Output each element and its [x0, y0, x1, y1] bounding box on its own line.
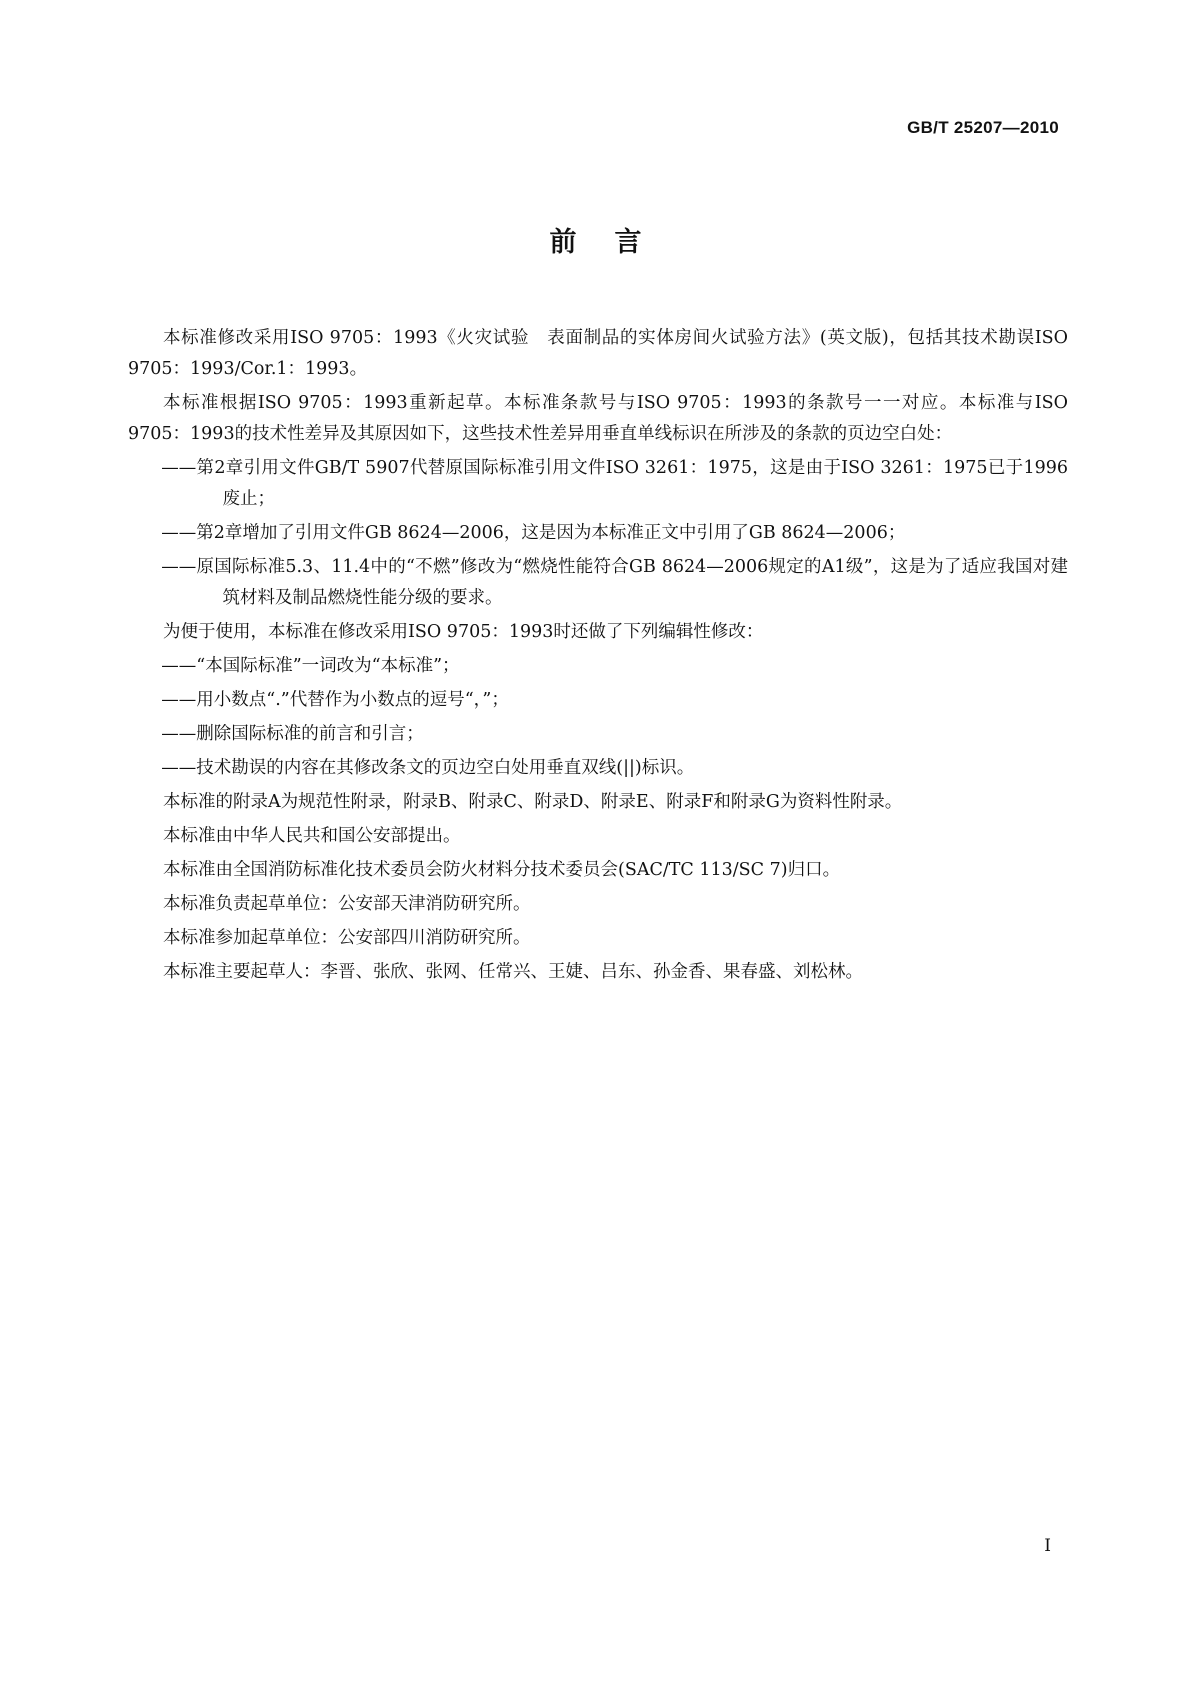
- paragraph-drafters: 本标准主要起草人：李晋、张欣、张网、任常兴、王婕、吕东、孙金香、果春盛、刘松林。: [163, 962, 863, 982]
- list-item-difference: ——第2章引用文件GB/T 5907代替原国际标准引用文件ISO 3261：1975，这是由于ISO 3261：1975已于1996废止；: [161, 458, 1068, 509]
- list-item-editorial: ——删除国际标准的前言和引言；: [161, 724, 424, 744]
- standard-number: GB/T 25207—2010: [907, 118, 1059, 137]
- list-item-editorial: ——用小数点“.”代替作为小数点的逗号“，”；: [161, 690, 509, 710]
- page-title: 前言: [549, 227, 680, 258]
- paragraph-proposer: 本标准由中华人民共和国公安部提出。: [163, 826, 461, 846]
- paragraph-adoption: 本标准修改采用ISO 9705：1993《火灾试验 表面制品的实体房间火试验方法》(英文版)，包括其技术勘误ISO 9705：1993/Cor.1：1993。: [128, 328, 1068, 379]
- list-item-difference: ——原国际标准5.3、11.4中的“不燃”修改为“燃烧性能符合GB 8624—2006规定的A1级”，这是为了适应我国对建筑材料及制品燃烧性能分级的要求。: [161, 557, 1068, 608]
- paragraph-annexes: 本标准的附录A为规范性附录，附录B、附录C、附录D、附录E、附录F和附录G为资料性附录。: [163, 792, 903, 812]
- paragraph-committee: 本标准由全国消防标准化技术委员会防火材料分技术委员会(SAC/TC 113/SC 7)归口。: [163, 860, 841, 880]
- paragraph-lead-drafter: 本标准负责起草单位：公安部天津消防研究所。: [163, 894, 531, 914]
- list-item-editorial: ——“本国际标准”一词改为“本标准”；: [161, 656, 460, 676]
- paragraph-participating-drafter: 本标准参加起草单位：公安部四川消防研究所。: [163, 928, 531, 948]
- page-number: I: [1044, 1536, 1051, 1556]
- list-item-difference: ——第2章增加了引用文件GB 8624—2006，这是因为本标准正文中引用了GB 8624—2006；: [161, 523, 906, 543]
- document-body: [128, 323, 1068, 991]
- list-item-editorial: ——技术勘误的内容在其修改条文的页边空白处用垂直双线(||)标识。: [161, 758, 695, 778]
- paragraph-editorial-changes: 为便于使用，本标准在修改采用ISO 9705：1993时还做了下列编辑性修改：: [163, 622, 764, 642]
- paragraph-technical-differences: 本标准根据ISO 9705：1993重新起草。本标准条款号与ISO 9705：1993的条款号一一对应。本标准与ISO 9705：1993的技术性差异及其原因如下，这些技术性差异用垂直单线标识在所涉及的条款的页边空白处：: [128, 393, 1068, 444]
